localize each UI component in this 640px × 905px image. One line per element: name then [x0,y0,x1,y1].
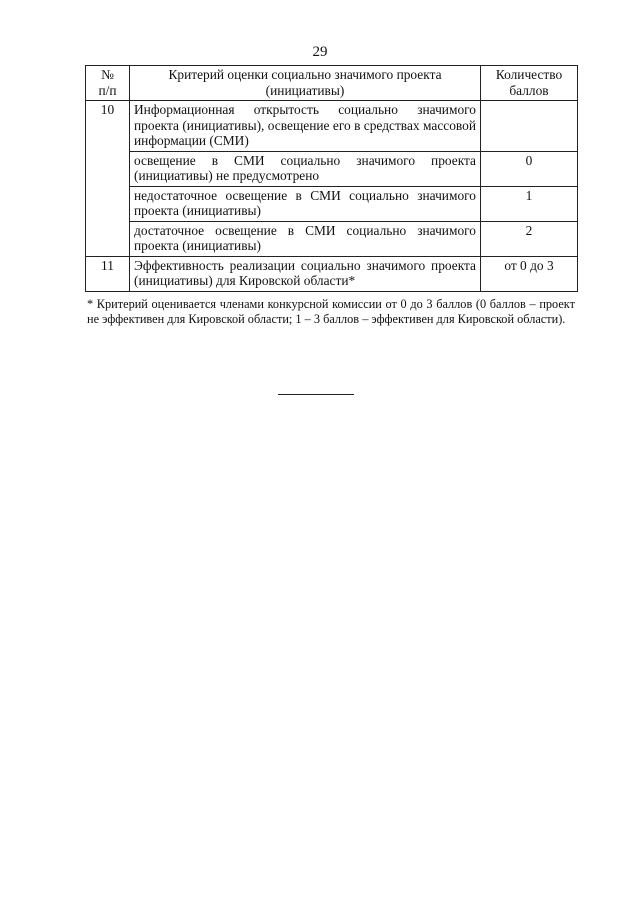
sub-row-criterion: освещение в СМИ социально значимого проекта (инициативы) не предусмотрено [130,151,481,186]
row-number: 11 [86,256,130,291]
row-score [481,101,578,152]
row-score: от 0 до 3 [481,256,578,291]
table-row [86,256,578,291]
row-criterion: Эффективность реализации социально значимого проекта (инициативы) для Кировской области* [130,256,481,291]
table-sub-row [86,186,578,221]
header-number-line1: № [101,67,114,82]
header-number [86,66,130,101]
header-number-line2: п/п [98,82,117,98]
header-score [481,66,578,101]
header-criterion-line1: Критерий оценки социально значимого проекта [168,67,442,82]
sub-row-criterion: достаточное освещение в СМИ социально значимого проекта (инициативы) [130,221,481,256]
criteria-table [85,65,578,292]
table-header-row [86,66,578,101]
page-number: 29 [312,44,328,60]
sub-row-score: 2 [481,221,578,256]
sub-row-score: 0 [481,151,578,186]
row-criterion: Информационная открытость социально значимого проекта (инициативы), освещение его в средствах массовой информации (СМИ) [130,101,481,152]
row-number: 10 [86,101,130,257]
header-criterion [130,66,481,101]
sub-row-score: 1 [481,186,578,221]
footnote: * Критерий оценивается членами конкурсной комиссии от 0 до 3 баллов (0 баллов – проект не эффективен для Кировской области; 1 – 3 баллов – эффективен для Кировской области). [87,297,575,326]
header-score-line1: Количество [495,67,563,82]
end-of-document-rule [278,394,354,395]
sub-row-criterion: недостаточное освещение в СМИ социально значимого проекта (инициативы) [130,186,481,221]
table-sub-row [86,221,578,256]
header-score-line2: баллов [509,82,549,98]
table-row [86,101,578,152]
header-criterion-line2: (инициативы) [265,82,345,98]
table-sub-row [86,151,578,186]
